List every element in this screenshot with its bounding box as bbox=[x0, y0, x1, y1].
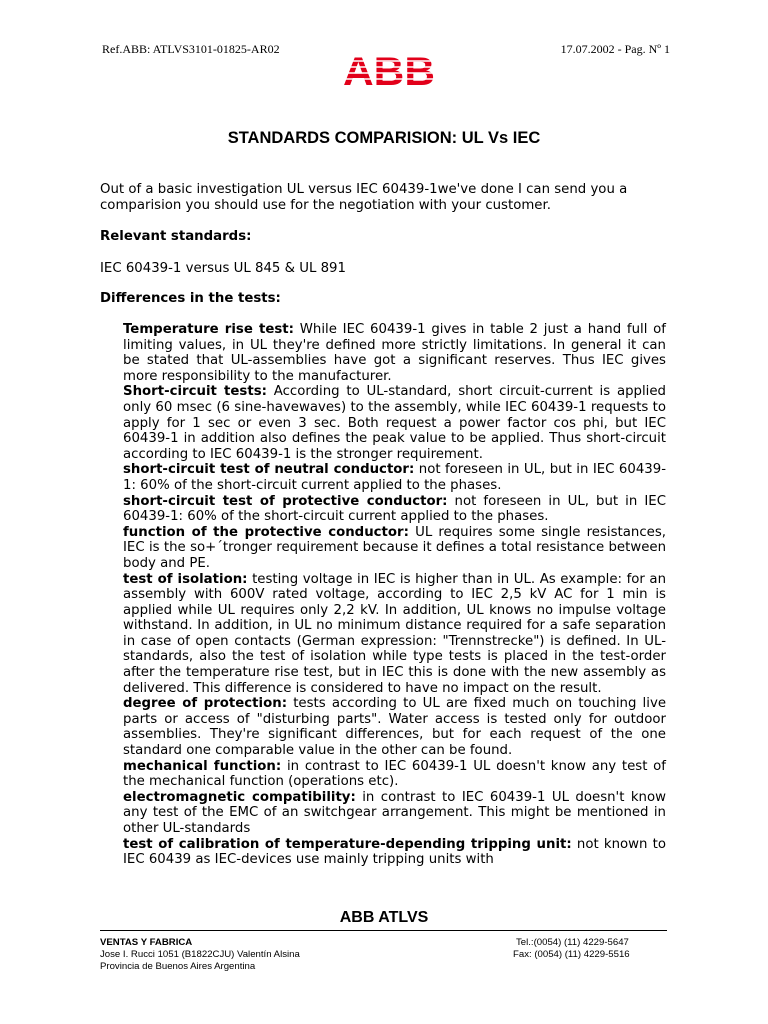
footer-address: Jose I. Rucci 1051 (B1822CJU) Valentín Alsina bbox=[100, 949, 300, 960]
item-term: electromagnetic compatibility: bbox=[123, 789, 356, 805]
item-text: While IEC 60439-1 gives in table 2 just a hand full of limiting values, in UL they're defined more strictly limitations. In general it can be stated that UL-assemblies have got a significant reserves. Thus IEC gives more responsibility to the manufacturer. bbox=[123, 322, 666, 384]
item-term: short-circuit test of protective conductor: bbox=[123, 493, 448, 509]
list-item bbox=[123, 696, 666, 758]
list-item bbox=[123, 525, 666, 572]
relevant-standards-heading: Relevant standards: bbox=[100, 229, 252, 244]
item-term: test of calibration of temperature-depending tripping unit: bbox=[123, 836, 572, 852]
footer-divider bbox=[100, 930, 667, 931]
item-text: in contrast to IEC 60439-1 UL doesn't know any test of the mechanical function (operations etc). bbox=[123, 758, 666, 790]
intro-paragraph: Out of a basic investigation UL versus IEC 60439-1we've done I can send you a comparision you should use for the negotiation with your customer. bbox=[100, 182, 628, 213]
differences-list bbox=[123, 322, 666, 868]
list-item bbox=[123, 462, 666, 493]
item-text: not foreseen in UL, but in IEC 60439-1: 60% of the short-circuit current applied to the phases. bbox=[123, 462, 666, 493]
footer-title: ABB ATLVS bbox=[339, 909, 429, 926]
item-text: UL requires some single resistances, IEC is the so+´tronger requirement because it defines a total resistance between body and PE. bbox=[123, 524, 666, 571]
list-item bbox=[123, 759, 666, 790]
item-text: in contrast to IEC 60439-1 UL doesn't know any test of the EMC of an switchgear arrangement. This might be mentioned in other UL-standards bbox=[123, 789, 666, 836]
list-item bbox=[123, 837, 666, 868]
item-text: tests according to UL are fixed much on touching live parts or access of "disturbing parts". Water access is tested only for outdoor assemblies. They're significant differences, but for each request of the one standard one comparable value in the other can be found. bbox=[123, 696, 666, 759]
list-item bbox=[123, 384, 666, 462]
item-term: Temperature rise test: bbox=[123, 322, 294, 337]
footer-sales-label: VENTAS Y FABRICA bbox=[100, 937, 193, 948]
item-term: Short-circuit tests: bbox=[123, 384, 267, 400]
footer-fax: Fax: (0054) (11) 4229-5516 bbox=[513, 949, 630, 960]
relevant-standards-text: IEC 60439-1 versus UL 845 & UL 891 bbox=[100, 261, 346, 276]
abb-logo bbox=[342, 52, 436, 88]
document-reference: Ref.ABB: ATLVS3101-01825-AR02 bbox=[102, 42, 280, 56]
item-text: not known to IEC 60439 as IEC-devices use mainly tripping units with bbox=[123, 836, 666, 868]
item-text: not foreseen in UL, but in IEC 60439-1: 60% of the short-circuit current applied to the phases. bbox=[123, 493, 666, 525]
footer-province: Provincia de Buenos Aires Argentina bbox=[100, 961, 256, 972]
differences-heading: Differences in the tests: bbox=[100, 291, 281, 306]
document-title: STANDARDS COMPARISION: UL Vs IEC bbox=[227, 129, 541, 147]
list-item bbox=[123, 790, 666, 837]
item-text: According to UL-standard, short circuit-current is applied only 60 msec (6 sine-havewaves) to the assembly, while IEC 60439-1 requests to apply for 1 sec or even 3 sec. Both request a power factor cos phi, but IEC 60439-1 in addition also defines the peak value to be applied. Thus short-circuit according to IEC 60439-1 is the stronger requirement. bbox=[123, 384, 666, 462]
item-term: degree of protection: bbox=[123, 696, 288, 712]
footer-telephone: Tel.:(0054) (11) 4229-5647 bbox=[516, 937, 629, 948]
item-term: mechanical function: bbox=[123, 758, 282, 774]
abb-logo-text: ABB bbox=[343, 52, 435, 88]
item-term: function of the protective conductor: bbox=[123, 524, 409, 540]
list-item bbox=[123, 494, 666, 525]
item-text: testing voltage in IEC is higher than in UL. As example: for an assembly with 600V rated voltage, according to IEC 2,5 kV AC for 1 min is applied while UL requires only 2,2 kV. In addition, UL knows no impulse voltage withstand. In addition, in UL no minimum distance required for a safe separation in case of open contacts (German expression: "Trennstrecke") is defined. In UL-standards, also the test of isolation while type tests is placed in the test-order after the temperature rise test, but in IEC this is done with the new assembly as delivered. This difference is considered to have no impact on the result. bbox=[123, 571, 667, 696]
date-page-number: 17.07.2002 - Pag. Nº 1 bbox=[560, 42, 670, 56]
item-term: test of isolation: bbox=[123, 571, 248, 587]
item-term: short-circuit test of neutral conductor: bbox=[123, 462, 415, 478]
list-item bbox=[123, 572, 666, 697]
list-item bbox=[123, 322, 666, 384]
